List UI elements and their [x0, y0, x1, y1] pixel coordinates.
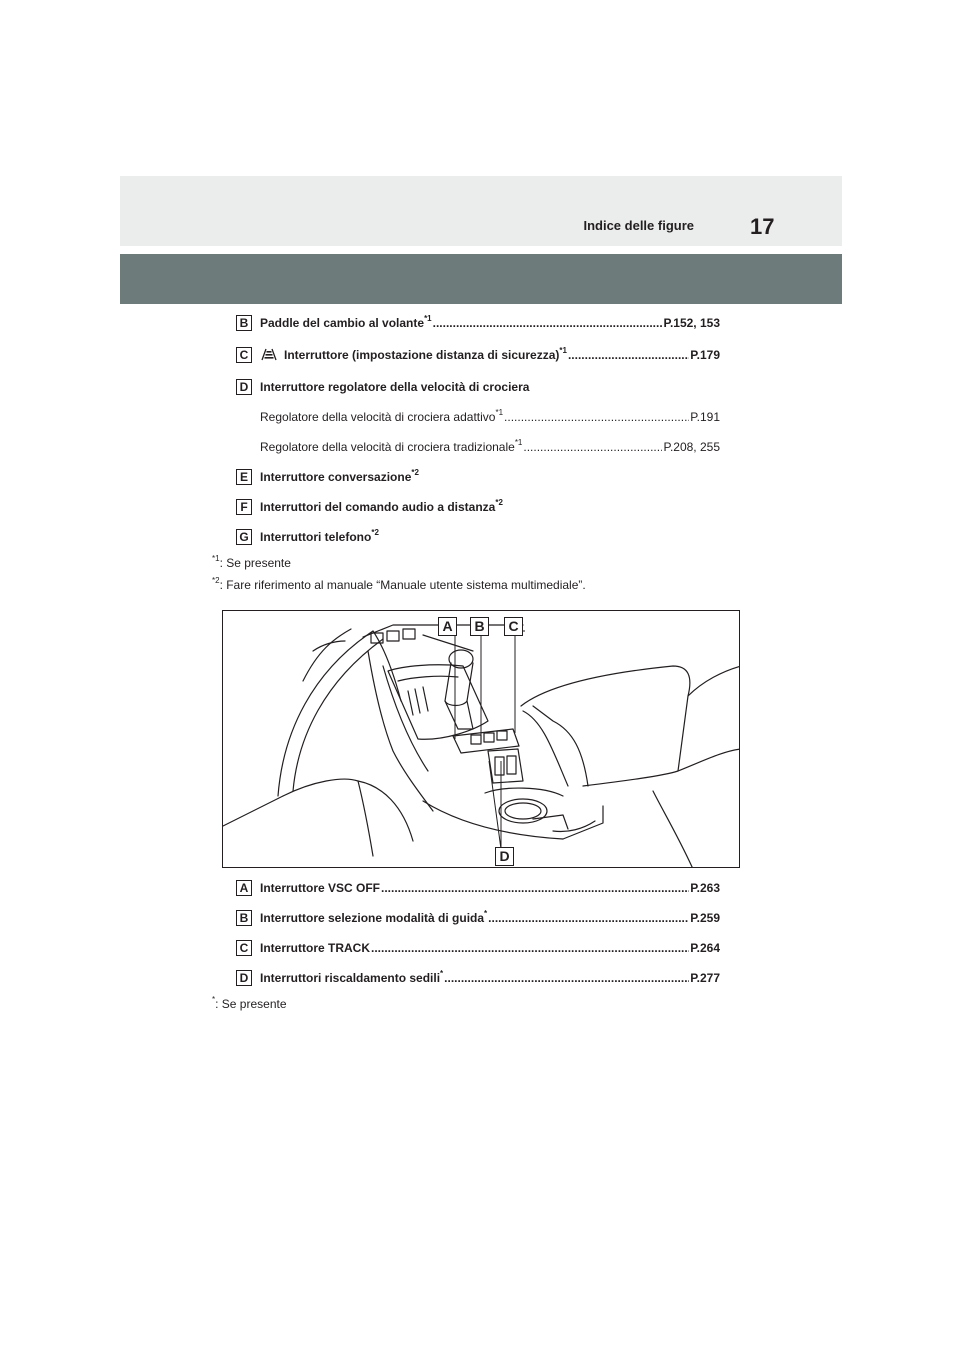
item-text: Interruttore selezione modalità di guida: [260, 911, 485, 925]
header-band: [120, 176, 842, 246]
item-badge: D: [236, 379, 252, 395]
footnote-text: : Fare riferimento al manuale “Manuale utente sistema multimediale”.: [219, 578, 586, 592]
footnote-text: : Se presente: [215, 997, 287, 1011]
list-subitem: [236, 440, 720, 458]
item-badge: C: [236, 940, 252, 956]
item-badge: B: [236, 315, 252, 331]
page-ref[interactable]: P.277: [690, 971, 720, 985]
list-item: [236, 470, 720, 488]
item-badge: A: [236, 880, 252, 896]
footnote-mark: *2: [371, 528, 379, 537]
list-item: [236, 380, 720, 398]
item-text: Interruttore regolatore della velocità di crociera: [260, 380, 530, 394]
page-ref[interactable]: P.152, 153: [663, 316, 720, 330]
item-text: Paddle del cambio al volante: [260, 316, 425, 330]
center-console-illustration: [222, 610, 740, 868]
page-ref[interactable]: P.208, 255: [663, 440, 720, 454]
section-title: Indice delle figure: [583, 218, 694, 233]
list-item: [236, 941, 720, 959]
list-item: [236, 881, 720, 899]
list-item: [236, 500, 720, 518]
callout-c: C: [504, 617, 523, 636]
item-text: Interruttore VSC OFF: [260, 881, 381, 895]
distance-setting-icon: [260, 348, 278, 361]
callout-d: D: [495, 847, 514, 866]
item-text: Regolatore della velocità di crociera tradizionale: [260, 440, 515, 454]
footnote: [212, 556, 291, 570]
footnote-mark: *1: [212, 554, 220, 563]
item-text: Interruttori riscaldamento sedili: [260, 971, 441, 985]
item-badge: D: [236, 970, 252, 986]
footnote-mark: *: [212, 995, 216, 1004]
page-ref[interactable]: P.264: [690, 941, 720, 955]
footnote-mark: *: [484, 909, 488, 918]
list-item: [236, 530, 720, 548]
item-text: Interruttore conversazione: [260, 470, 412, 484]
page-ref[interactable]: P.191: [690, 410, 720, 424]
footnote-text: : Se presente: [219, 556, 291, 570]
footnote-mark: *1: [514, 438, 523, 447]
list-subitem: [236, 410, 720, 428]
list-item: [236, 316, 720, 334]
footnote: [212, 578, 586, 592]
page-ref[interactable]: P.179: [690, 348, 720, 362]
list-item: [236, 971, 720, 989]
item-badge: E: [236, 469, 252, 485]
item-badge: B: [236, 910, 252, 926]
console-drawing: [223, 611, 740, 868]
page-ref[interactable]: P.263: [690, 881, 720, 895]
item-text: Interruttori del comando audio a distanza: [260, 500, 496, 514]
item-badge: C: [236, 347, 252, 363]
footnote-mark: *2: [212, 576, 220, 585]
item-badge: F: [236, 499, 252, 515]
footnote-mark: *1: [495, 408, 504, 417]
header-bar: [120, 254, 842, 304]
item-text: Interruttore (impostazione distanza di sicurezza): [284, 348, 560, 362]
item-text: Interruttore TRACK: [260, 941, 370, 955]
footnote-mark: *: [440, 969, 444, 978]
item-text: Interruttori telefono: [260, 530, 372, 544]
page-ref[interactable]: P.259: [690, 911, 720, 925]
footnote-mark: *1: [559, 346, 567, 355]
item-text: Regolatore della velocità di crociera adattivo: [260, 410, 496, 424]
footnote-mark: *2: [411, 468, 419, 477]
page-number: 17: [750, 214, 775, 239]
footnote-mark: *2: [495, 498, 503, 507]
list-item: [236, 348, 720, 366]
callout-b: B: [470, 617, 489, 636]
item-badge: G: [236, 529, 252, 545]
list-item: [236, 911, 720, 929]
footnote: [212, 997, 287, 1011]
footnote-mark: *1: [424, 314, 432, 323]
callout-a: A: [438, 617, 457, 636]
